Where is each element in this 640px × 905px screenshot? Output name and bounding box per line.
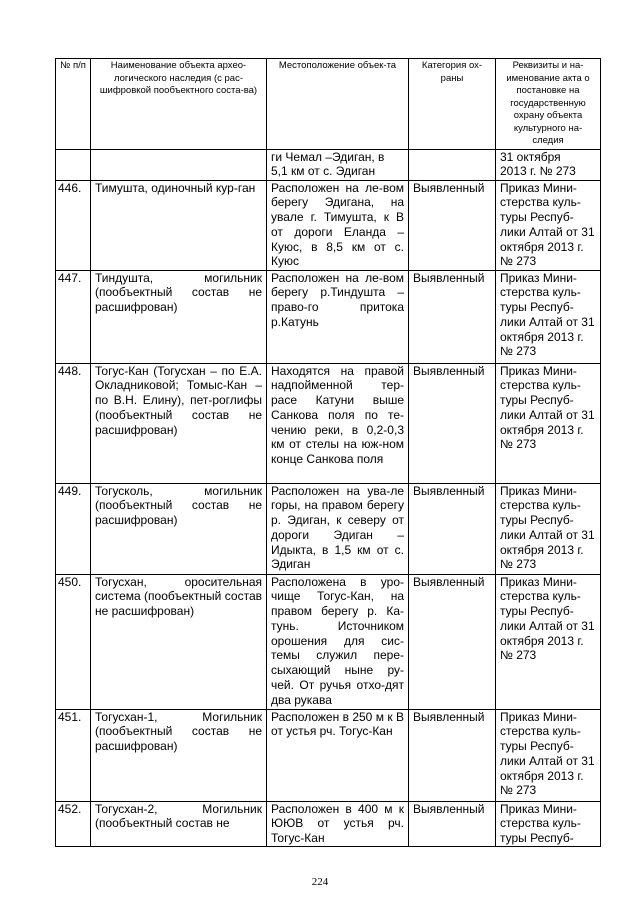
cell-object-name: Тогус-Кан (Тогусхан – по Е.А. Окладниковой; Томыс-Кан – по В.Н. Елину), пет-роглифы (пообъектный состав не расшифрован) bbox=[91, 363, 267, 483]
cell-category: Выявленный bbox=[409, 363, 496, 483]
cell-object-name: Тогусхан-1, Могильник (пообъектный состав не расшифрован) bbox=[91, 709, 267, 801]
cell-object-name: Тиндушта, могильник (пообъектный состав не расшифрован) bbox=[91, 270, 267, 363]
cell-category: Выявленный bbox=[409, 483, 496, 574]
cell-object-name: Тогусколь, могильник (пообъектный состав не расшифрован) bbox=[91, 483, 267, 574]
cell-act-details: Приказ Мини-стерства куль-туры Респуб-лики Алтай от 31 октября 2013 г. № 273 bbox=[496, 270, 601, 363]
cell-act-details: Приказ Мини-стерства куль-туры Респуб-лики Алтай от 31 октября 2013 г. № 273 bbox=[496, 709, 601, 801]
cell-category: Выявленный bbox=[409, 180, 496, 270]
table-row bbox=[56, 483, 601, 574]
cell-location: ги Чемал –Эдиган, в 5,1 км от с. Эдиган bbox=[267, 149, 409, 180]
cell-category: Выявленный bbox=[409, 270, 496, 363]
cell-location: Расположен на ле-вом берегу р.Тиндушта – право-го притока р.Катунь bbox=[267, 270, 409, 363]
header-number: № п/п bbox=[56, 59, 91, 150]
table-row-continuation bbox=[56, 149, 601, 180]
cell-number bbox=[56, 149, 91, 180]
cell-act-details: Приказ Мини-стерства куль-туры Респуб-лики Алтай от 31 октября 2013 г. № 273 bbox=[496, 574, 601, 709]
header-location: Местоположение объек-та bbox=[267, 59, 409, 150]
cell-object-name: Тимушта, одиночный кур-ган bbox=[91, 180, 267, 270]
cell-act-details: Приказ Мини-стерства куль-туры Респуб- bbox=[496, 801, 601, 846]
heritage-objects-table bbox=[55, 58, 601, 847]
cell-object-name: Тогусхан-2, Могильник (пообъектный состав не bbox=[91, 801, 267, 846]
cell-category bbox=[409, 149, 496, 180]
cell-number: 450. bbox=[56, 574, 91, 709]
table-header-row bbox=[56, 59, 601, 150]
cell-location: Расположен в 400 м к ЮЮВ от устья рч. Тогус-Кан bbox=[267, 801, 409, 846]
table-row bbox=[56, 801, 601, 846]
cell-object-name: Тогусхан, оросительная система (пообъектный состав не расшифрован) bbox=[91, 574, 267, 709]
cell-act-details: Приказ Мини-стерства куль-туры Респуб-лики Алтай от 31 октября 2013 г. № 273 bbox=[496, 363, 601, 483]
cell-object-name bbox=[91, 149, 267, 180]
cell-act-details: Приказ Мини-стерства куль-туры Респуб-лики Алтай от 31 октября 2013 г. № 273 bbox=[496, 180, 601, 270]
cell-category: Выявленный bbox=[409, 574, 496, 709]
cell-number: 446. bbox=[56, 180, 91, 270]
cell-location: Находятся на правой надпойменной тер-расе Катуни выше Санкова поля по те-чению реки, в 0,2-0,3 км от стелы на юж-ном конце Санкова поля bbox=[267, 363, 409, 483]
heritage-register-page bbox=[55, 58, 600, 847]
cell-location: Расположен на ува-ле горы, на правом берегу р. Эдиган, к северу от дороги Эдиган – Идыкта, в 1,5 км от с. Эдиган bbox=[267, 483, 409, 574]
cell-number: 449. bbox=[56, 483, 91, 574]
cell-number: 448. bbox=[56, 363, 91, 483]
cell-category: Выявленный bbox=[409, 801, 496, 846]
cell-location: Расположена в уро-чище Тогус-Кан, на правом берегу р. Ка-тунь. Источником орошения для сис-темы служил пере-сыхающий ныне ру-чей. От ручья отхо-дят два рукава bbox=[267, 574, 409, 709]
table-row bbox=[56, 709, 601, 801]
page-number: 224 bbox=[311, 876, 329, 888]
table-row bbox=[56, 180, 601, 270]
table-row bbox=[56, 363, 601, 483]
cell-number: 451. bbox=[56, 709, 91, 801]
cell-number: 447. bbox=[56, 270, 91, 363]
cell-act-details: 31 октября 2013 г. № 273 bbox=[496, 149, 601, 180]
table-row bbox=[56, 574, 601, 709]
cell-act-details: Приказ Мини-стерства куль-туры Респуб-лики Алтай от 31 октября 2013 г. № 273 bbox=[496, 483, 601, 574]
cell-location: Расположен в 250 м к В от устья рч. Тогус-Кан bbox=[267, 709, 409, 801]
header-protection-category: Категория ох-раны bbox=[409, 59, 496, 150]
table-row bbox=[56, 270, 601, 363]
cell-location: Расположен на ле-вом берегу Эдигана, на увале г. Тимушта, к В от дороги Еланда – Куюс, в 8,5 км от с. Куюс bbox=[267, 180, 409, 270]
header-act-details: Реквизиты и на-именование акта о постановке на государственную охрану объекта культурного на-следия bbox=[496, 59, 601, 150]
cell-number: 452. bbox=[56, 801, 91, 846]
header-object-name: Наименование объекта архео-логического наследия (с рас-шифровкой пообъектного соста-ва) bbox=[91, 59, 267, 150]
cell-category: Выявленный bbox=[409, 709, 496, 801]
